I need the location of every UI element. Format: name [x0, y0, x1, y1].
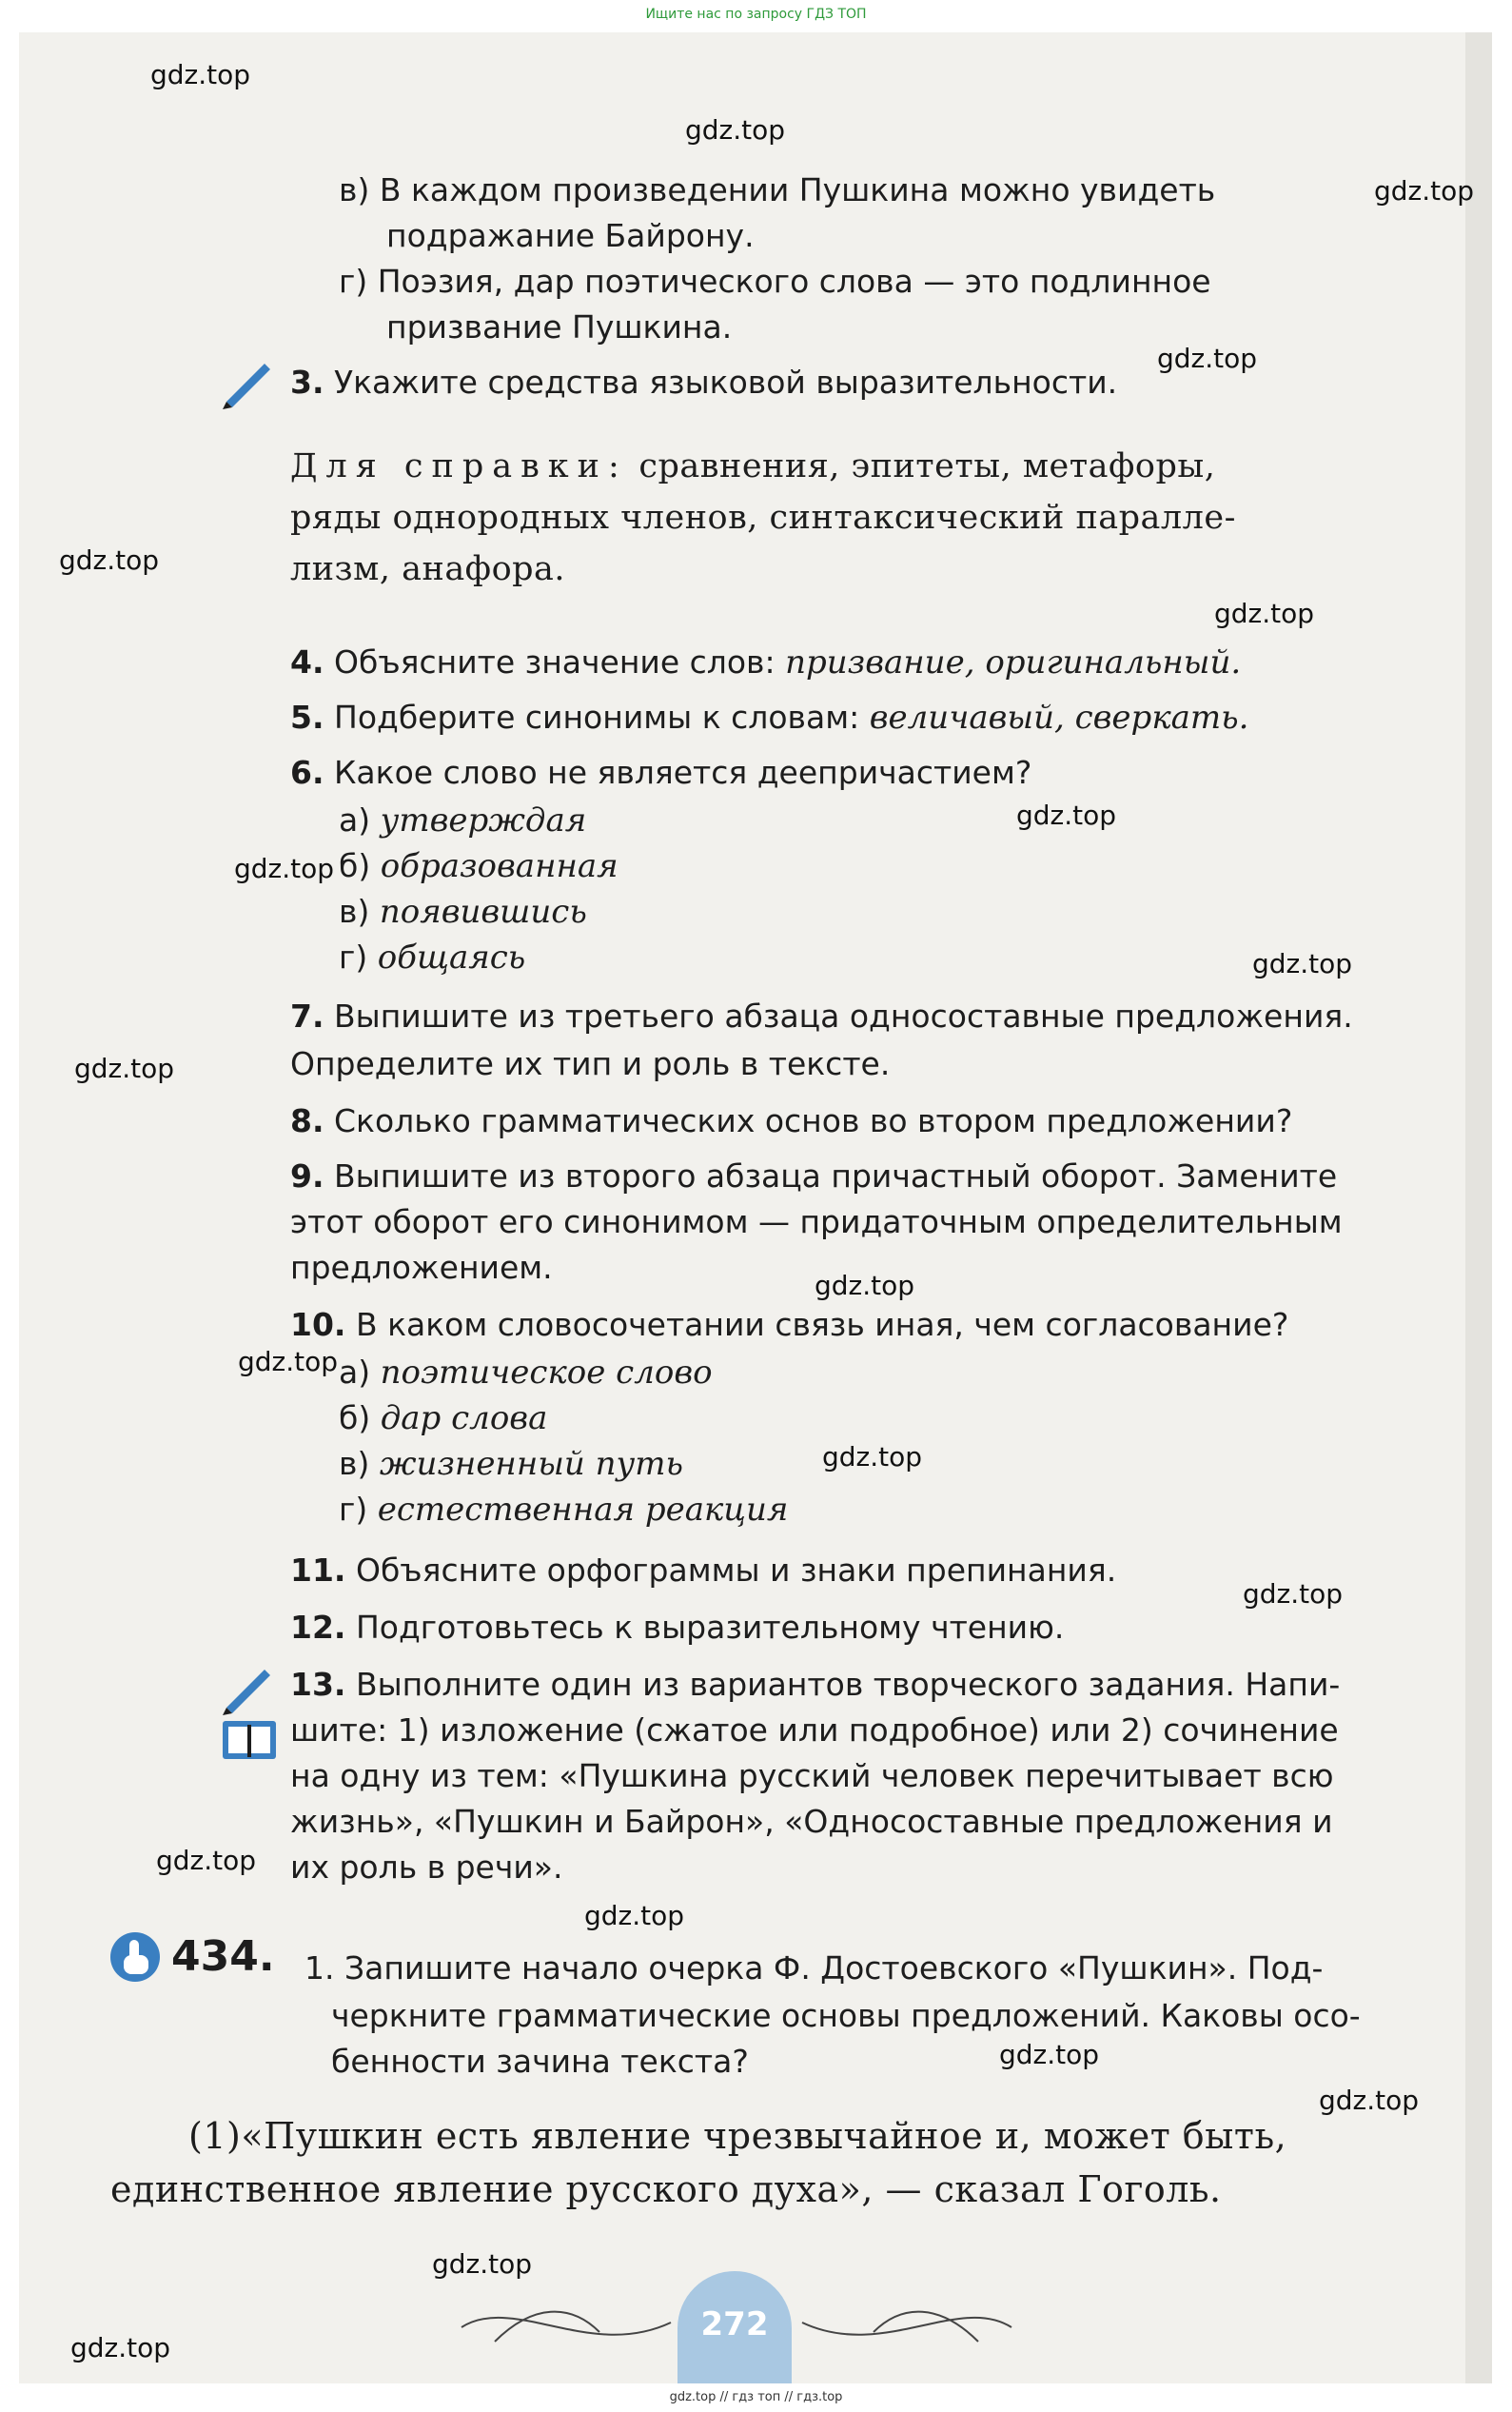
question-10-option-b — [339, 1399, 547, 1437]
option-letter: в) — [339, 1445, 370, 1482]
question-6-option-a — [339, 801, 586, 840]
exercise-434-line2: черкните грамматические основы предложений. Каковы осо- — [331, 1997, 1361, 2034]
question-13-text: Выполните один из вариантов творческого задания. Напи- — [355, 1666, 1341, 1703]
option-word: поэтическое слово — [380, 1354, 713, 1392]
top-banner: Ищите нас по запросу ГДЗ ТОП — [0, 0, 1512, 32]
watermark: gdz.top — [150, 59, 251, 90]
option-letter: г) — [339, 939, 368, 976]
question-13-line5: их роль в речи». — [290, 1849, 563, 1886]
watermark: gdz.top — [1157, 343, 1258, 374]
question-10-text: В каком словосочетании связь иная, чем согласование? — [355, 1306, 1289, 1343]
question-4-text: Объясните значение слов: — [334, 643, 786, 681]
option-word: образованная — [380, 847, 619, 885]
watermark: gdz.top — [234, 853, 335, 884]
question-7-number: 7. — [290, 998, 324, 1035]
watermark: gdz.top — [59, 544, 160, 576]
question-9-line1 — [290, 1157, 1337, 1195]
watermark: gdz.top — [432, 2248, 533, 2280]
option-v-line2: подражание Байрону. — [386, 217, 755, 254]
question-12 — [290, 1609, 1064, 1646]
watermark: gdz.top — [238, 1346, 339, 1377]
watermark: gdz.top — [1374, 175, 1475, 207]
question-11 — [290, 1552, 1116, 1589]
option-word: утверждая — [380, 801, 587, 840]
question-5-text: Подберите синонимы к словам: — [334, 699, 870, 736]
question-12-text: Подготовьтесь к выразительному чтению. — [355, 1609, 1065, 1646]
question-7-line1 — [290, 998, 1353, 1035]
question-12-number: 12. — [290, 1609, 346, 1646]
question-3 — [290, 364, 1117, 401]
question-13-line4: жизнь», «Пушкин и Байрон», «Односоставные предложения и — [290, 1803, 1333, 1840]
question-9-number: 9. — [290, 1157, 324, 1195]
book-icon — [221, 1717, 278, 1767]
exercise-434-line3: бенности зачина текста? — [331, 2043, 749, 2080]
watermark: gdz.top — [1252, 948, 1353, 979]
question-7-text: Выпишите из третьего абзаца односоставные предложения. — [334, 998, 1353, 1035]
question-5-number: 5. — [290, 699, 324, 736]
right-ornament — [797, 2284, 1016, 2361]
page-number: 272 — [700, 2305, 769, 2343]
reference-line2: ряды однородных членов, синтаксический паралле- — [290, 499, 1236, 537]
question-3-text: Укажите средства языковой выразительности. — [334, 364, 1118, 401]
option-letter: б) — [339, 847, 371, 884]
question-7-line2: Определите их тип и роль в тексте. — [290, 1045, 891, 1082]
question-8 — [290, 1102, 1292, 1139]
watermark: gdz.top — [815, 1270, 915, 1301]
question-3-number: 3. — [290, 364, 324, 401]
reference-line1 — [290, 447, 1215, 485]
watermark: gdz.top — [1243, 1578, 1344, 1610]
question-11-text: Объясните орфограммы и знаки препинания. — [355, 1552, 1117, 1589]
question-6 — [290, 754, 1031, 791]
question-13-line3: на одну из тем: «Пушкина русский человек перечитывает всю — [290, 1757, 1334, 1794]
question-10-option-g — [339, 1491, 788, 1529]
watermark: gdz.top — [999, 2039, 1100, 2070]
watermark: gdz.top — [1214, 598, 1315, 629]
option-word: общаясь — [377, 939, 526, 977]
question-10-option-v — [339, 1445, 683, 1483]
option-letter: а) — [339, 801, 371, 839]
watermark: gdz.top — [1016, 800, 1117, 831]
option-letter: г) — [339, 1491, 368, 1528]
option-g-line2: призвание Пушкина. — [386, 308, 733, 346]
page-number-tab — [677, 2271, 792, 2383]
watermark: gdz.top — [685, 114, 786, 146]
option-word: дар слова — [380, 1399, 548, 1437]
option-word: жизненный путь — [379, 1445, 683, 1483]
option-letter: б) — [339, 1399, 371, 1436]
quote-line1: (1)«Пушкин есть явление чрезвычайное и, может быть, — [188, 2115, 1287, 2157]
question-9-text: Выпишите из второго абзаца причастный оборот. Замените — [334, 1157, 1338, 1195]
watermark: gdz.top — [156, 1845, 257, 1876]
watermark: gdz.top — [74, 1053, 175, 1084]
question-6-option-v — [339, 893, 587, 931]
question-13-number: 13. — [290, 1666, 346, 1703]
option-letter: а) — [339, 1354, 371, 1391]
pen-icon — [217, 1660, 274, 1717]
watermark: gdz.top — [70, 2332, 171, 2363]
question-4-number: 4. — [290, 643, 324, 681]
question-10 — [290, 1306, 1288, 1343]
question-9-line3: предложением. — [290, 1249, 553, 1286]
watermark: gdz.top — [584, 1900, 685, 1931]
exercise-number: 434. — [171, 1932, 275, 1981]
question-13-line1 — [290, 1666, 1340, 1703]
question-10-option-a — [339, 1354, 713, 1392]
question-11-number: 11. — [290, 1552, 346, 1589]
question-6-option-g — [339, 939, 525, 977]
option-g-line1: г) Поэзия, дар поэтического слова — это подлинное — [339, 263, 1211, 300]
question-10-number: 10. — [290, 1306, 346, 1343]
question-6-text: Какое слово не является деепричастием? — [334, 754, 1032, 791]
quote-line2: единственное явление русского духа», — сказал Гоголь. — [110, 2168, 1222, 2210]
option-word: естественная реакция — [377, 1491, 789, 1529]
question-4 — [290, 643, 1241, 682]
question-6-option-b — [339, 847, 619, 885]
question-9-line2: этот оборот его синонимом — придаточным определительным — [290, 1203, 1343, 1240]
option-letter: в) — [339, 893, 370, 930]
watermark: gdz.top — [822, 1441, 923, 1473]
pen-icon — [217, 354, 274, 411]
question-5-words: величавый, сверкать. — [869, 699, 1249, 737]
option-word: появившись — [379, 893, 587, 931]
exercise-434-line1: 1. Запишите начало очерка Ф. Достоевского «Пушкин». Под- — [304, 1949, 1324, 1987]
hand-pointer-icon — [108, 1930, 162, 1984]
option-v-line1: в) В каждом произведении Пушкина можно увидеть — [339, 171, 1216, 208]
question-13-line2: шите: 1) изложение (сжатое или подробное) или 2) сочинение — [290, 1711, 1339, 1749]
question-6-number: 6. — [290, 754, 324, 791]
question-8-text: Сколько грамматических основ во втором предложении? — [334, 1102, 1293, 1139]
reference-text1: сравнения, эпитеты, метафоры, — [627, 447, 1216, 485]
left-ornament — [457, 2284, 676, 2361]
question-4-words: призвание, оригинальный. — [785, 643, 1242, 682]
reference-label: Для справки: — [290, 447, 628, 485]
question-8-number: 8. — [290, 1102, 324, 1139]
watermark: gdz.top — [1319, 2085, 1420, 2116]
reference-line3: лизм, анафора. — [290, 550, 566, 588]
bottom-banner: gdz.top // гдз топ // гдз.top — [0, 2383, 1512, 2412]
question-5 — [290, 699, 1248, 737]
